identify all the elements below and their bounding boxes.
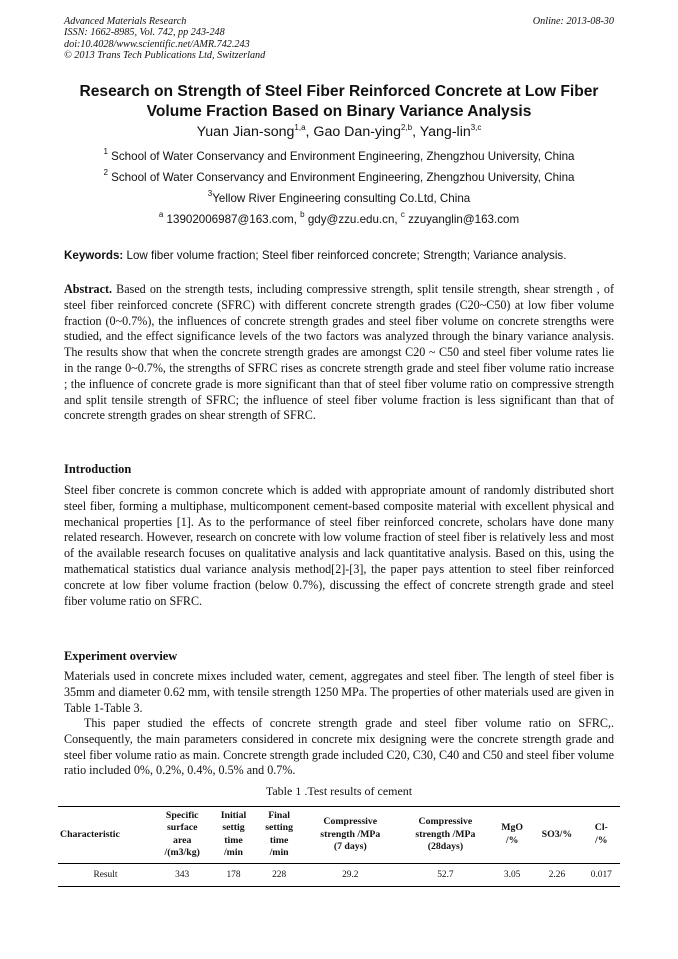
journal-header bbox=[64, 16, 265, 62]
table-header-cell: Compressive strength /MPa (7 days) bbox=[320, 816, 381, 853]
author-name: Yang-lin bbox=[419, 124, 471, 140]
table-cell: 0.017 bbox=[590, 869, 612, 880]
title-line-1: Research on Strength of Steel Fiber Reinforced Concrete at Low Fiber bbox=[79, 83, 599, 100]
table-cell: 52.7 bbox=[437, 869, 454, 880]
abstract-text: Based on the strength tests, including compressive strength, split tensile strength, shear strength , of steel fiber reinforced concrete (SFRC) with different concrete strength grades (C20~C50) at low fiber volume fraction (0~0.7%), the influences of concrete strength grades and steel fiber volume on concrete strengths were studied, and the effect significance levels of the two factors was analyzed through the binary variance analysis. The results show that when the concrete strength grades are amongst C20 ~ C50 and steel fiber volume rates lie in the range 0~0.7%, the strengths of SFRC rises as concrete strength grade and steel fiber volume ratio increase ; the influence of concrete grade is more significant than that of steel fiber volume ratio on compressive strength and split tensile strength of SFRC; the influence of steel fiber volume fraction is less significant than that of concrete strength grades on shear strength of SFRC. bbox=[64, 282, 614, 423]
table-cell: 343 bbox=[175, 869, 190, 880]
author-name: Gao Dan-ying bbox=[313, 124, 401, 140]
paper-title bbox=[40, 82, 638, 121]
experiment-paragraph-2: This paper studied the effects of concrete strength grade and steel fiber volume ratio on SFRC,. Consequently, the main parameters considered in concrete mix designing were the concrete strength grade and steel fiber volume ratio as main. Concrete strength grade included C20, C30, C40 and C50 and steel fiber volume ratio included 0%, 0.2%, 0.4%, 0.5% and 0.7%. bbox=[64, 716, 614, 778]
author-emails: $^a$ 13902006987@163.com, $^b$ gdy@zzu.edu.cn, $^c$ zzuyanglin@163.com bbox=[158, 210, 520, 226]
affiliation-1: $^1$ School of Water Conservancy and Environment Engineering, Zhengzhou University, China bbox=[103, 147, 575, 163]
table-header-cell: Final setting time /min bbox=[265, 810, 293, 859]
abstract-label: Abstract. bbox=[64, 282, 113, 296]
title-line-2: Volume Fraction Based on Binary Variance Analysis bbox=[146, 102, 532, 120]
doi-line: doi:10.4028/www.scientific.net/AMR.742.243 bbox=[64, 38, 250, 50]
affiliation-3: $^3$Yellow River Engineering consulting Co.Ltd, China bbox=[207, 189, 471, 205]
table-header-cell: Specific surface area /(m3/kg) bbox=[164, 810, 200, 859]
table-header-cell: Characteristic bbox=[60, 828, 120, 840]
author-sup: 3,c bbox=[470, 123, 482, 132]
copyright-line: © 2013 Trans Tech Publications Ltd, Switzerland bbox=[64, 50, 266, 62]
table-header-cell: MgO /% bbox=[501, 822, 523, 846]
table-header-row bbox=[58, 807, 620, 864]
author-list: Yuan Jian-song$^{1,a}$, Gao Dan-ying$^{2,b}$, Yang-lin$^{3,c}$ bbox=[196, 123, 482, 140]
abstract bbox=[64, 282, 614, 424]
table-header-cell: Initial settig time /min bbox=[220, 810, 247, 859]
journal-name: Advanced Materials Research bbox=[64, 16, 187, 27]
issn-line: ISSN: 1662-8985, Vol. 742, pp 243-248 bbox=[64, 27, 225, 39]
author-name: Yuan Jian-song bbox=[196, 124, 295, 140]
table-header-cell: Cl- /% bbox=[594, 822, 608, 846]
keywords-text: Low fiber volume fraction; Steel fiber reinforced concrete; Strength; Variance analysis. bbox=[126, 249, 567, 262]
affiliation-2: $^2$ School of Water Conservancy and Environment Engineering, Zhengzhou University, China bbox=[103, 168, 575, 184]
table-cell: 2.26 bbox=[548, 869, 566, 880]
cement-test-table bbox=[58, 806, 620, 887]
online-date: Online: 2013-08-30 bbox=[532, 16, 614, 27]
email-link[interactable]: zzuyanglin@163.com bbox=[408, 213, 520, 226]
table-cell: 178 bbox=[226, 869, 241, 880]
experiment-heading: Experiment overview bbox=[64, 649, 178, 663]
introduction-heading: Introduction bbox=[64, 462, 132, 476]
table-cell: 3.05 bbox=[503, 869, 521, 880]
table-header-cell: SO3/% bbox=[541, 828, 573, 840]
keywords bbox=[64, 249, 624, 262]
table-caption: Table 1 .Test results of cement bbox=[265, 784, 413, 798]
table-cell: 29.2 bbox=[342, 869, 359, 880]
keywords-label: Keywords: bbox=[64, 249, 124, 262]
introduction-text: Steel fiber concrete is common concrete which is added with appropriate amount of randomly distributed short steel fiber, forming a multiphase, multicomponent cement-based composite material with excellent physical and mechanical properties [1]. As to the performance of steel fiber reinforced concrete, scholars have done many related research. However, research on concrete with low volume fraction of steel fiber is relatively less and most of the available research focuses on qualitative analysis and lack quantitative analysis. Based on this, using the mathematical statistics dual variance analysis method[2]-[3], the paper pays attention to steel fiber reinforced concrete at low fiber volume fraction (below 0.7%), discussing the effect of concrete strength grade and steel fiber volume ratio on SFRC. bbox=[64, 483, 614, 608]
author-sup: 2,b bbox=[400, 123, 413, 132]
table-cell: Result bbox=[93, 869, 118, 880]
table-row bbox=[58, 863, 620, 886]
table-cell: 228 bbox=[272, 869, 287, 880]
email-link[interactable]: gdy@zzu.edu.cn bbox=[307, 213, 395, 226]
author-sup: 1,a bbox=[294, 123, 306, 132]
table-header-cell: Compressive strength /MPa (28days) bbox=[415, 816, 476, 853]
experiment-paragraph-1: Materials used in concrete mixes included water, cement, aggregates and steel fiber. The length of steel fiber is 35mm and diameter 0.62 mm, with tensile strength 1250 MPa. The properties of other materials used are given in Table 1-Table 3. bbox=[64, 669, 614, 715]
email-link[interactable]: 13902006987@163.com bbox=[166, 213, 294, 226]
